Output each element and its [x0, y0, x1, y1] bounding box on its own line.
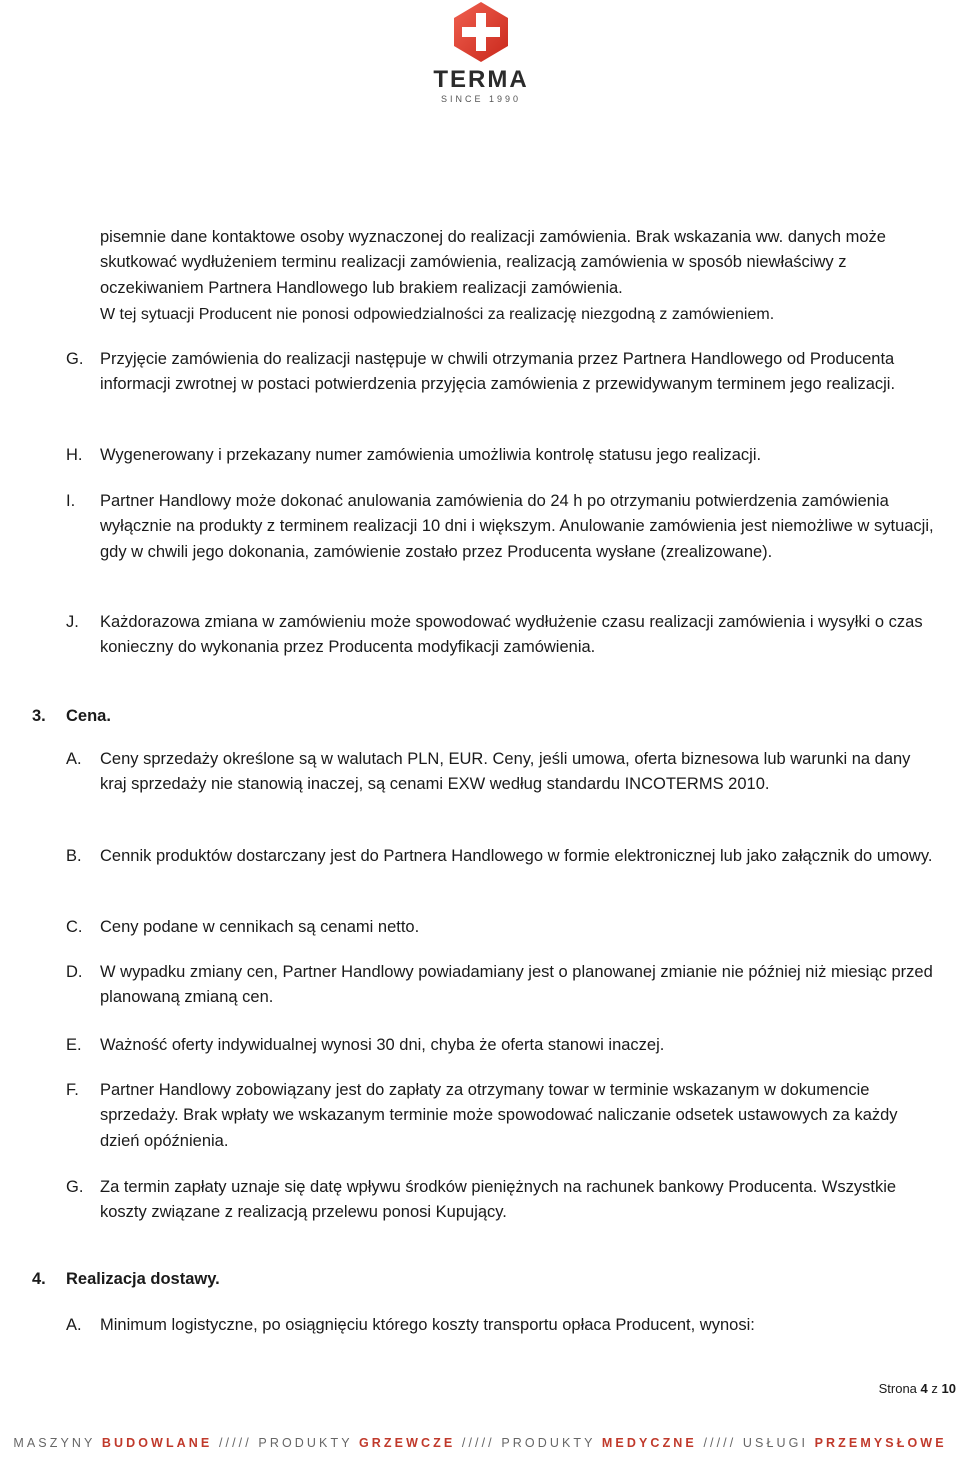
page-number	[879, 1381, 956, 1396]
page-prefix: Strona	[878, 1381, 917, 1396]
price-item-e	[66, 1033, 936, 1058]
section-heading-delivery	[32, 1267, 220, 1291]
list-item-label: F.	[66, 1081, 79, 1099]
logo-wordmark: TERMA	[433, 66, 529, 93]
footer-segment: ///// PRODUKTY	[455, 1436, 602, 1450]
logo-since-text: SINCE 1990	[440, 94, 522, 104]
list-item-label: D.	[66, 963, 83, 981]
list-item-text: Cennik produktów dostarczany jest do Partnera Handlowego w formie elektronicznej lub jako załącznik do umowy.	[100, 847, 933, 865]
list-item-label: A.	[66, 1316, 82, 1334]
page-separator: z	[931, 1381, 938, 1396]
list-item-g	[66, 347, 936, 398]
list-item-label: B.	[66, 847, 82, 865]
section-heading-price	[32, 704, 111, 728]
list-item-label: E.	[66, 1036, 82, 1054]
page-total: 10	[941, 1381, 956, 1396]
list-item-label: I.	[66, 492, 76, 510]
price-item-g	[66, 1175, 936, 1226]
intro-paragraph-liability: W tej sytuacji Producent nie ponosi odpowiedzialności za realizację niezgodną z zamówieniem.	[100, 306, 775, 323]
list-item-j	[66, 610, 936, 661]
section-title: Cena.	[66, 707, 111, 725]
footer-segment: ///// PRODUKTY	[212, 1436, 359, 1450]
list-item-text: Ważność oferty indywidualnej wynosi 30 dni, chyba że oferta stanowi inaczej.	[100, 1036, 665, 1054]
terma-logo	[421, 0, 541, 106]
intro-paragraph: pisemnie dane kontaktowe osoby wyznaczonej do realizacji zamówienia. Brak wskazania ww. danych może skutkować wydłużeniem terminu realizacji zamówienia, realizacją zamówienia w sposób niewłaściwy z oczekiwaniem Partnera Handlowego lub brakiem realizacji zamówienia.	[100, 228, 886, 297]
section-number: 3.	[32, 707, 46, 725]
footer-highlight: PRZEMYSŁOWE	[814, 1436, 947, 1450]
list-item-text: Minimum logistyczne, po osiągnięciu którego koszty transportu opłaca Producent, wynosi:	[100, 1316, 755, 1334]
list-item-label: J.	[66, 613, 79, 631]
section-number: 4.	[32, 1270, 46, 1288]
price-item-a	[66, 747, 936, 798]
footer-highlight: GRZEWCZE	[358, 1436, 456, 1450]
list-item-text: Za termin zapłaty uznaje się datę wpływu środków pieniężnych na rachunek bankowy Producenta. Wszystkie koszty związane z realizacją przelewu ponosi Kupujący.	[100, 1178, 897, 1222]
price-item-d	[66, 960, 936, 1011]
list-item-label: A.	[66, 750, 82, 768]
list-item-text: Partner Handlowy zobowiązany jest do zapłaty za otrzymany towar w terminie wskazanym w dokumencie sprzedaży. Brak wpłaty we wskazanym terminie może spowodować naliczanie odsetek ustawowych za każdy dzień opóźnienia.	[100, 1081, 898, 1150]
price-item-c	[66, 915, 936, 940]
section-title: Realizacja dostawy.	[66, 1270, 220, 1288]
list-item-text: Wygenerowany i przekazany numer zamówienia umożliwia kontrolę statusu jego realizacji.	[100, 446, 762, 464]
list-item-text: W wypadku zmiany cen, Partner Handlowy powiadamiany jest o planowanej zmianie nie później niż miesiąc przed planowaną zmianą cen.	[100, 963, 933, 1007]
terma-cross-logo-icon	[451, 1, 511, 63]
footer-segment: MASZYNY	[13, 1436, 102, 1450]
list-item-text: Przyjęcie zamówienia do realizacji następuje w chwili otrzymania przez Partnera Handlowego od Producenta informacji zwrotnej w postaci potwierdzenia przyjęcia zamówienia z przewidywanym terminem jego realizacji.	[100, 350, 896, 394]
page-current: 4	[920, 1381, 928, 1396]
footer-highlight: MEDYCZNE	[601, 1436, 697, 1450]
list-item-text: Każdorazowa zmiana w zamówieniu może spowodować wydłużenie czasu realizacji zamówienia i wysyłki o czas konieczny do wykonania przez Producenta modyfikacji zamówienia.	[100, 613, 923, 657]
list-item-h	[66, 443, 936, 468]
price-item-b	[66, 844, 936, 869]
footer-segment: ///// USŁUGI	[696, 1436, 815, 1450]
delivery-item-a	[66, 1313, 936, 1338]
list-item-text: Ceny podane w cennikach są cenami netto.	[100, 918, 420, 936]
list-item-label: C.	[66, 918, 83, 936]
list-item-text: Ceny sprzedaży określone są w walutach PLN, EUR. Ceny, jeśli umowa, oferta biznesowa lub warunki na dany kraj sprzedaży nie stanowią inaczej, są cenami EXW według standardu INCOTERMS 2010.	[100, 750, 911, 794]
list-item-label: H.	[66, 446, 83, 464]
footer-highlight: BUDOWLANE	[101, 1436, 213, 1450]
list-item-text: Partner Handlowy może dokonać anulowania zamówienia do 24 h po otrzymaniu potwierdzenia zamówienia wyłącznie na produkty z terminem realizacji 10 dni i większym. Anulowanie zamówienia jest niemożliwe w sytuacji, gdy w chwili jego dokonania, zamówienie zostało przez Producenta wysłane (zrealizowane).	[100, 492, 934, 561]
list-item-label: G.	[66, 1178, 84, 1196]
list-item-label: G.	[66, 350, 84, 368]
list-item-i	[66, 489, 936, 565]
footer-tagline	[0, 1436, 960, 1450]
price-item-f	[66, 1078, 936, 1154]
